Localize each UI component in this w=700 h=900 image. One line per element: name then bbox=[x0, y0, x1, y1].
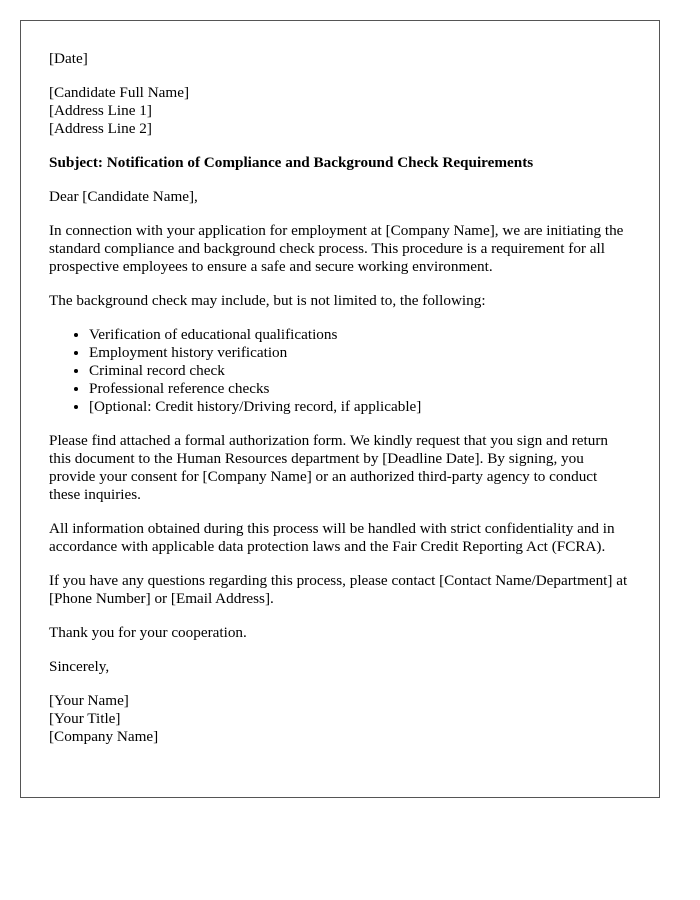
recipient-address-line-2: [Address Line 2] bbox=[49, 120, 152, 137]
letter-date: [Date] bbox=[49, 50, 88, 67]
list-item: • Criminal record check bbox=[89, 362, 631, 380]
letter-document bbox=[20, 20, 660, 798]
thanks-line: Thank you for your cooperation. bbox=[49, 624, 247, 641]
letter-subject: Subject: Notification of Compliance and Background Check Requirements bbox=[49, 154, 534, 171]
signature-name: [Your Name] bbox=[49, 692, 129, 709]
recipient-address-line-1: [Address Line 1] bbox=[49, 102, 152, 119]
recipient-address bbox=[49, 84, 631, 138]
contact-paragraph: If you have any questions regarding this process, please contact [Contact Name/Department] at [Phone Number] or [Email Address]. bbox=[49, 572, 628, 607]
closing-line: Sincerely, bbox=[49, 658, 110, 675]
intro-paragraph: In connection with your application for employment at [Company Name], we are initiating the standard compliance and background check process. This procedure is a requirement for all prospective employees to ensure a safe and secure working environment. bbox=[49, 222, 624, 275]
list-item: • Employment history verification bbox=[89, 344, 631, 362]
list-intro: The background check may include, but is not limited to, the following: bbox=[49, 292, 486, 309]
list-item: • Verification of educational qualifications bbox=[89, 326, 631, 344]
background-check-list bbox=[49, 326, 631, 416]
signature-block bbox=[49, 692, 631, 746]
signature-company: [Company Name] bbox=[49, 728, 159, 745]
salutation: Dear [Candidate Name], bbox=[49, 188, 198, 205]
signature-title: [Your Title] bbox=[49, 710, 121, 727]
authorization-paragraph: Please find attached a formal authorization form. We kindly request that you sign and return this document to the Human Resources department by [Deadline Date]. By signing, you provide your consent for [Company Name] or an authorized third-party agency to conduct these inquiries. bbox=[49, 432, 608, 503]
list-item: • Professional reference checks bbox=[89, 380, 631, 398]
date-block bbox=[49, 50, 631, 68]
recipient-name: [Candidate Full Name] bbox=[49, 84, 190, 101]
confidentiality-paragraph: All information obtained during this process will be handled with strict confidentiality and in accordance with applicable data protection laws and the Fair Credit Reporting Act (FCRA). bbox=[49, 520, 615, 555]
list-item: • [Optional: Credit history/Driving record, if applicable] bbox=[89, 398, 631, 416]
